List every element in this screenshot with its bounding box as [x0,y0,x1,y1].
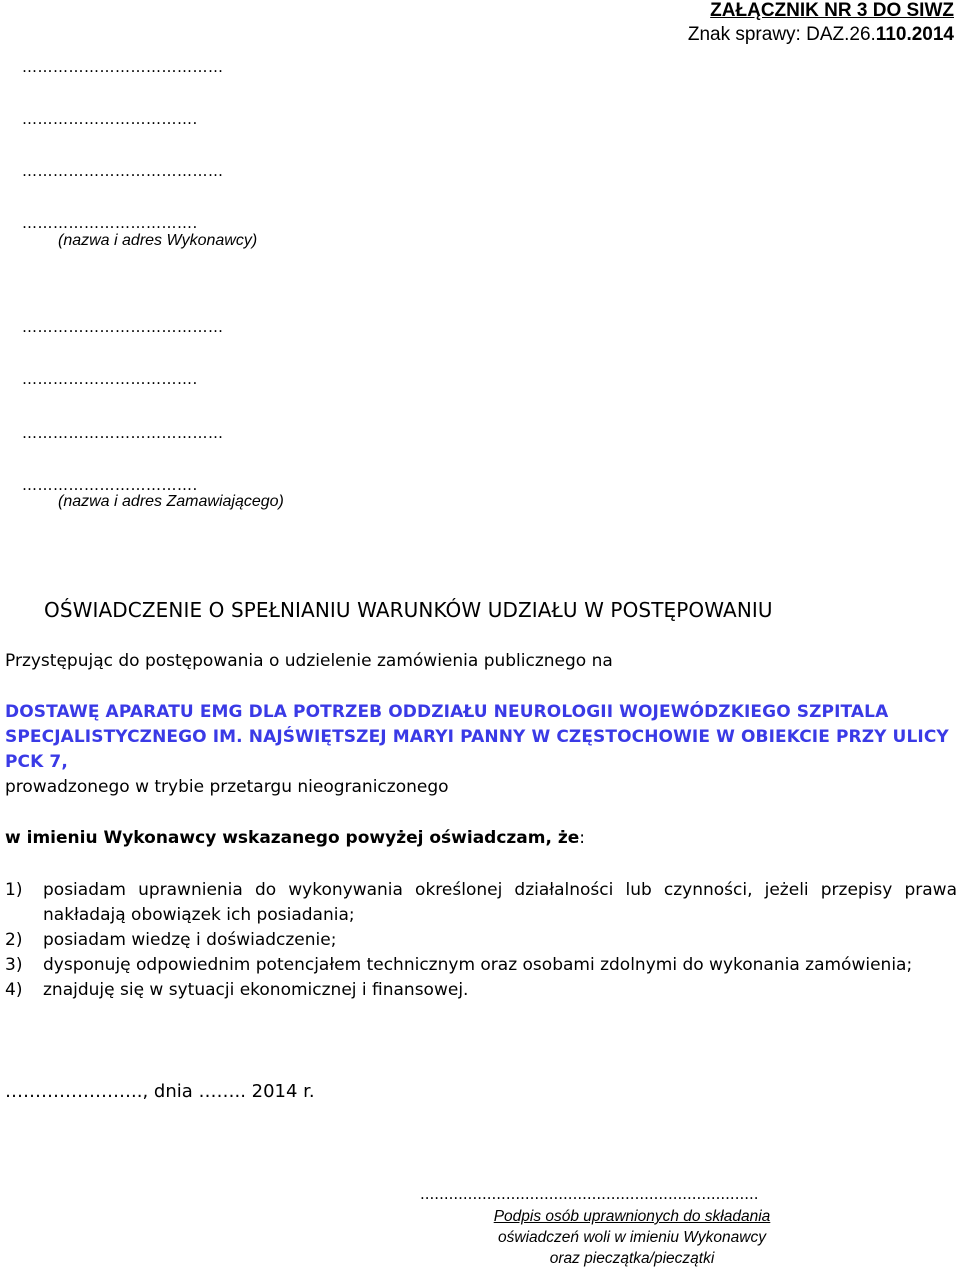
signature-caption-line-2: oświadczeń woli w imieniu Wykonawcy [498,1229,766,1246]
contractor-line-4: ……………………………. [22,214,198,232]
orderer-line-3: ………………………………… [22,424,224,442]
case-number-prefix: Znak sprawy: DAZ.26. [687,24,876,45]
attachment-title: ZAŁĄCZNIK NR 3 DO SIWZ [710,0,954,21]
orderer-line-4: ……………………………. [22,476,198,494]
list-item-text: dysponuję odpowiednim potencjałem technicznym oraz osobami zdolnymi do wykonania zamówienia; [43,955,913,975]
list-item-number: 2) [5,930,23,950]
orderer-line-2: ……………………………. [22,370,198,388]
declaration-colon: : [579,828,586,848]
declaration-bold-text: w imieniu Wykonawcy wskazanego powyżej oświadczam, że [5,828,580,848]
signature-caption-line-1: Podpis osób uprawnionych do składania [493,1208,771,1225]
declaration-lead [5,828,585,848]
case-number-suffix: 110.2014 [875,24,954,45]
place-date-line: ………………….., dnia …….. 2014 r. [5,1081,315,1102]
contractor-line-1: ………………………………… [22,58,224,76]
signature-caption-line-3: oraz pieczątka/pieczątki [549,1250,715,1267]
list-item-text: posiadam wiedzę i doświadczenie; [43,930,337,950]
list-item-number: 1) [5,880,23,900]
signature-caption [472,1206,792,1269]
list-item [5,978,957,1003]
list-item-text: znajduję się w sytuacji ekonomicznej i finansowej. [43,980,469,1000]
contractor-caption: (nazwa i adres Wykonawcy) [58,232,258,249]
contractor-line-2: ……………………………. [22,110,198,128]
intro-text: Przystępując do postępowania o udzielenie zamówienia publicznego na [5,651,613,671]
list-item [5,953,957,978]
contractor-line-3: ………………………………… [22,162,224,180]
orderer-line-1: ………………………………… [22,318,224,336]
list-item-text: posiadam uprawnienia do wykonywania określonej działalności lub czynności, jeżeli przepisy prawa nakładają obowiązek ich posiadania; [43,880,957,925]
list-item [5,928,957,953]
list-item-number: 4) [5,980,23,1000]
signature-dots: ....................................................................... [420,1185,759,1203]
document-heading: OŚWIADCZENIE O SPEŁNIANIU WARUNKÓW UDZIAŁU W POSTĘPOWANIU [44,598,773,622]
case-number [688,24,954,46]
procedure-mode: prowadzonego w trybie przetargu nieograniczonego [5,777,449,797]
order-subject: DOSTAWĘ APARATU EMG DLA POTRZEB ODDZIAŁU NEUROLOGII WOJEWÓDZKIEGO SZPITALA SPECJALISTYCZNEGO IM. NAJŚWIĘTSZEJ MARYI PANNY W CZĘSTOCHOWIE W OBIEKCIE PRZY ULICY PCK 7, [5,702,949,772]
list-item-number: 3) [5,955,23,975]
orderer-caption: (nazwa i adres Zamawiającego) [58,493,284,510]
declaration-list [5,878,957,1003]
list-item [5,878,957,928]
